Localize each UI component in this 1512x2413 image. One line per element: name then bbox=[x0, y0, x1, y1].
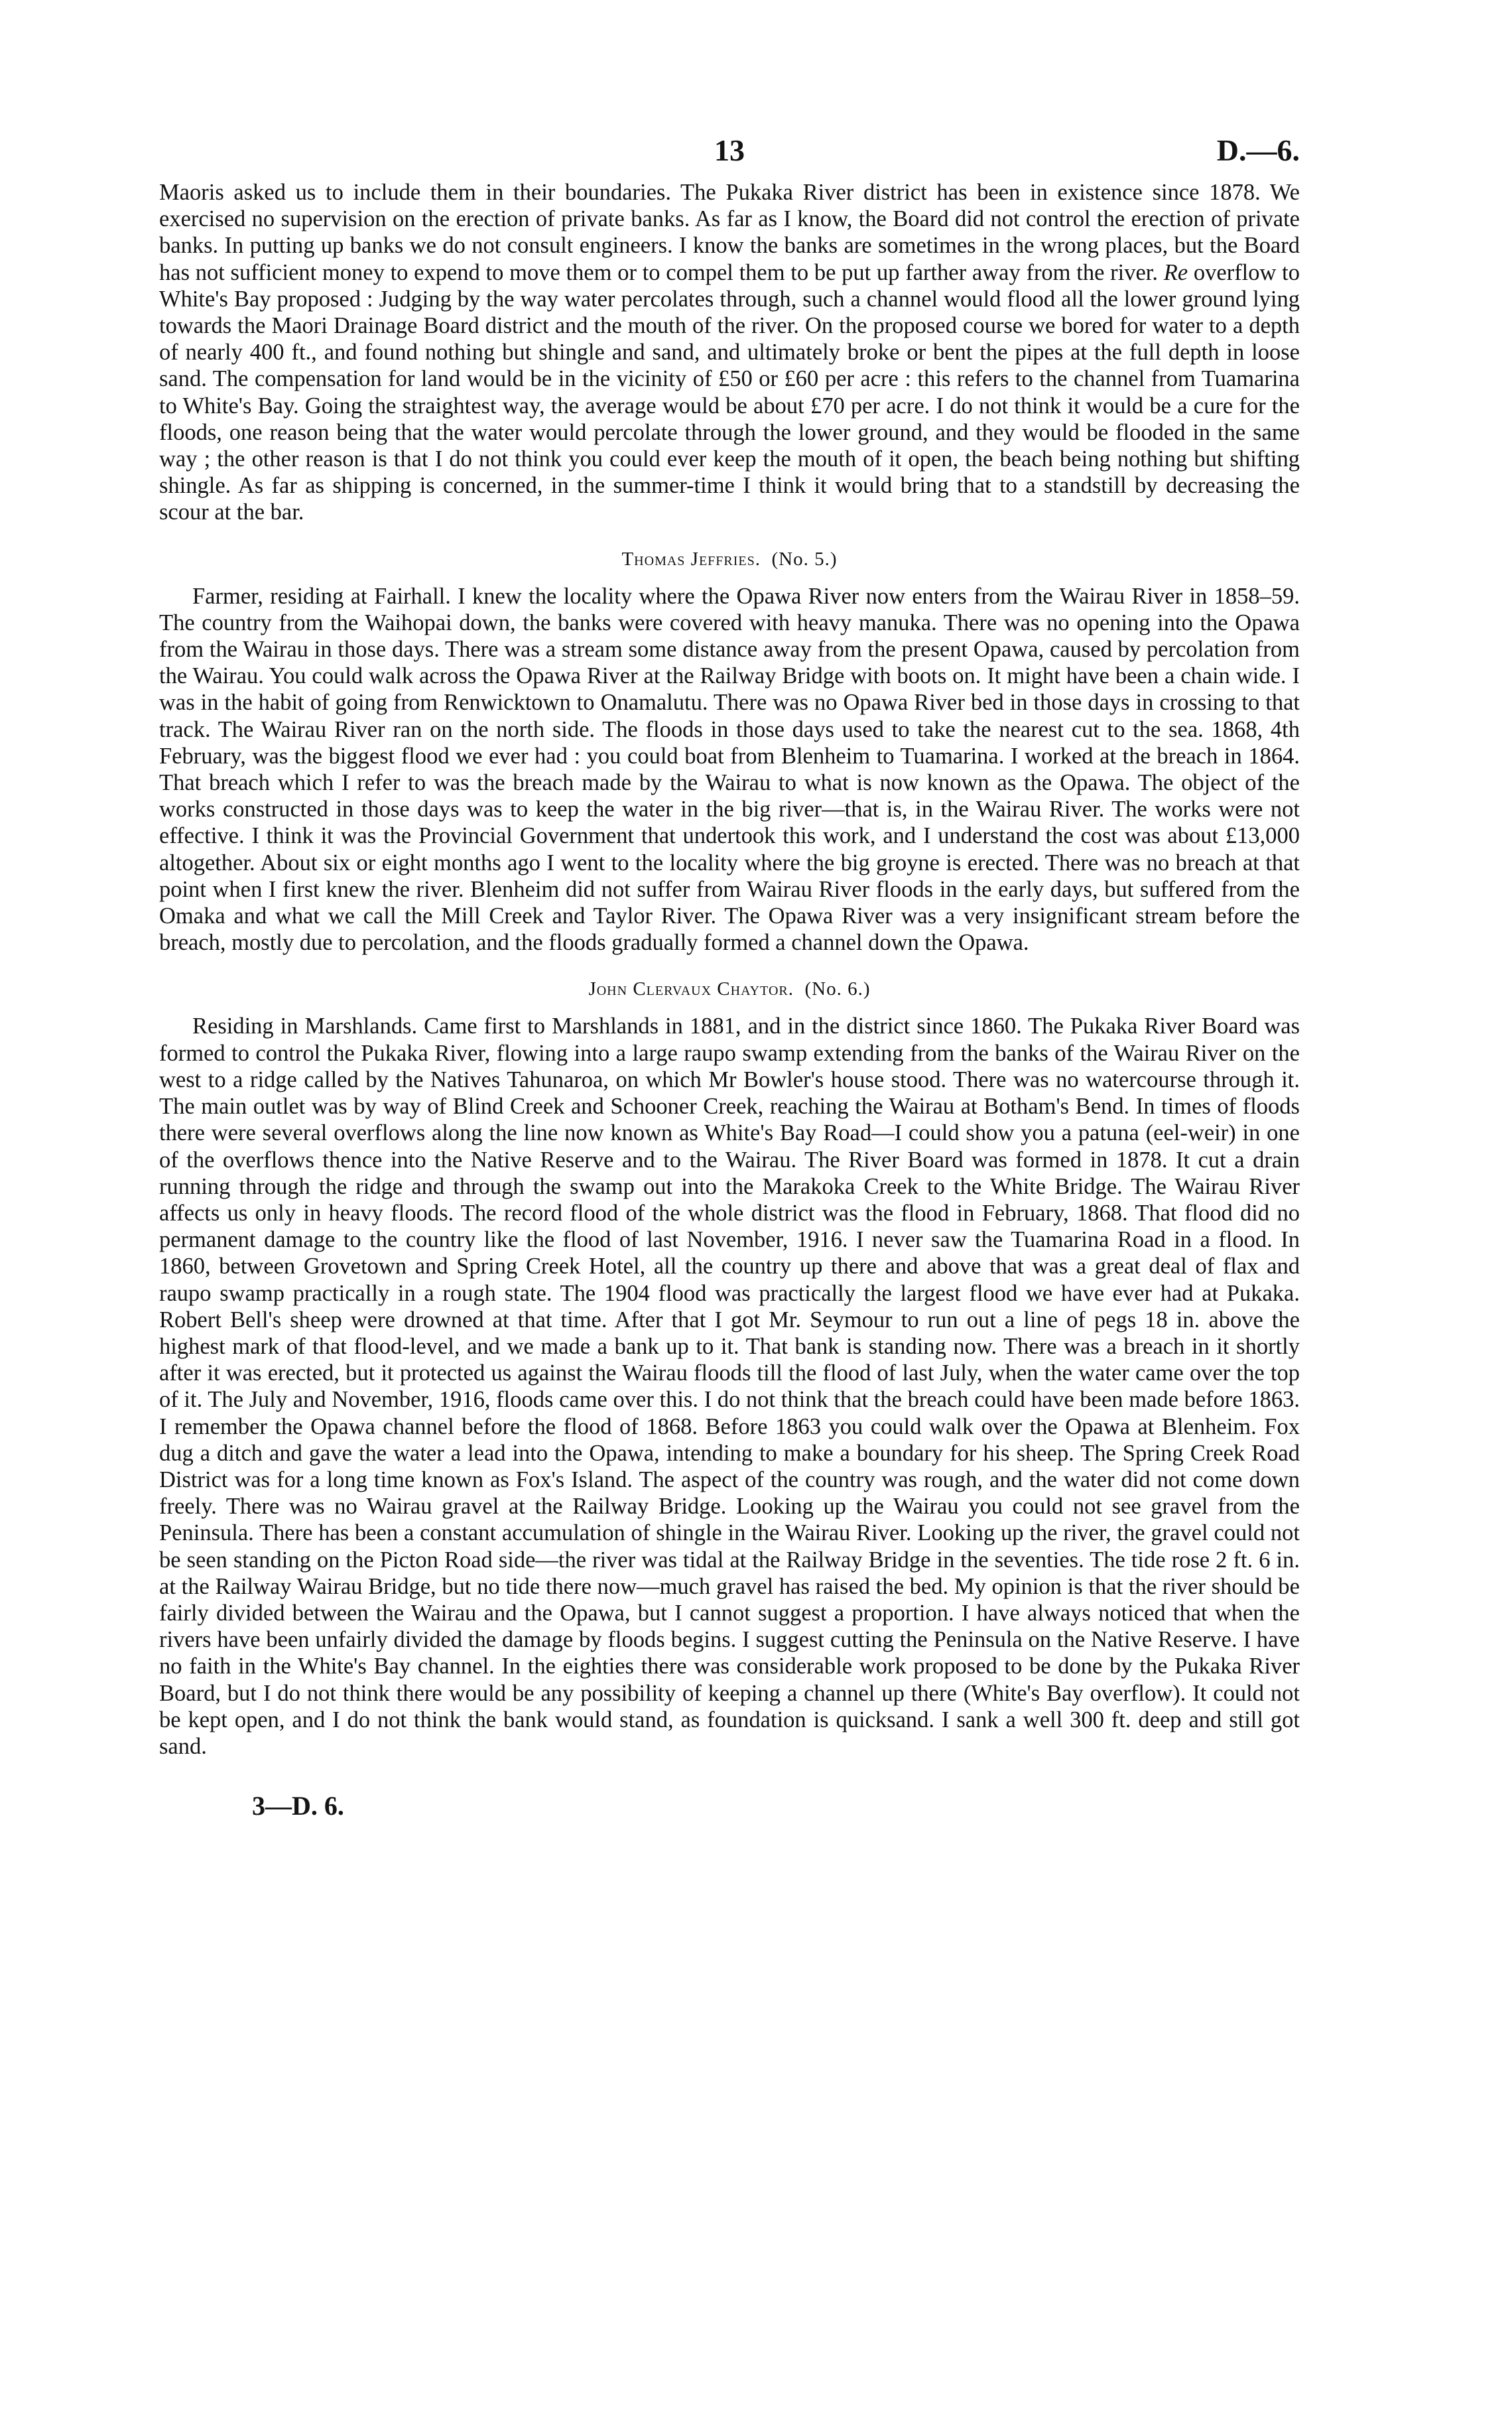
paragraph-maori-drainage bbox=[159, 179, 1300, 526]
witness-number: (No. 5.) bbox=[771, 548, 838, 570]
paragraph-text-continued: overflow to White's Bay proposed : Judging by the way water percolates through, such a channel would flood all the lower ground lying towards the Maori Drainage Board district and the mouth of the river. On the proposed course we bored for water to a depth of nearly 400 ft., and found nothing but shingle and sand, and ultimately broke or bent the pipes at the full depth in loose sand. The compensation for land would be in the vicinity of £50 or £60 per acre : this refers to the channel from Tuamarina to White's Bay. Going the straightest way, the average would be about £70 per acre. I do not think it would be a cure for the floods, one reason being that the water would percolate through the lower ground, and they would be flooded in the same way ; the other reason is that I do not think you could ever keep the mouth of it open, the beach being nothing but shifting shingle. As far as shipping is concerned, in the summer-time I think it would bring that to a standstill by decreasing the scour at the bar. bbox=[159, 259, 1300, 525]
document-page bbox=[159, 133, 1300, 1821]
witness-name: John Clervaux Chaytor. bbox=[588, 978, 794, 1000]
witness-number: (No. 6.) bbox=[804, 978, 871, 1000]
page-signature: 3—D. 6. bbox=[252, 1791, 344, 1821]
witness-name: Thomas Jeffries. bbox=[621, 548, 761, 570]
page-number: 13 bbox=[714, 133, 745, 167]
witness-heading-chaytor bbox=[159, 976, 1300, 1002]
document-reference: D.—6. bbox=[1216, 133, 1300, 167]
page-header bbox=[159, 133, 1300, 179]
witness-heading-jeffries bbox=[159, 546, 1300, 572]
paragraph-jeffries-testimony: Farmer, residing at Fairhall. I knew the locality where the Opawa River now enters from the Wairau River in 1858–59. The country from the Waihopai down, the banks were covered with heavy manuka. There was no opening into the Opawa from the Wairau in those days. There was a stream some distance away from the present Opawa, caused by percolation from the Wairau. You could walk across the Opawa River at the Railway Bridge with boots on. It might have been a chain wide. I was in the habit of going from Renwicktown to Onamalutu. There was no Opawa River bed in those days in crossing to that track. The Wairau River ran on the north side. The floods in those days used to take the nearest cut to the sea. 1868, 4th February, was the biggest flood we ever had : you could boat from Blenheim to Tuamarina. I worked at the breach in 1864. That breach which I refer to was the breach made by the Wairau to what is now known as the Opawa. The object of the works constructed in those days was to keep the water in the big river—that is, in the Wairau River. The works were not effective. I think it was the Provincial Government that undertook this work, and I understand the cost was about £13,000 altogether. About six or eight months ago I went to the locality where the big groyne is erected. There was no breach at that point when I first knew the river. Blenheim did not suffer from Wairau River floods in the early days, but suffered from the Omaka and what we call the Mill Creek and Taylor River. The Opawa River was a very insignificant stream before the breach, mostly due to percolation, and the floods gradually formed a channel down the Opawa. bbox=[159, 583, 1300, 956]
paragraph-text: Maoris asked us to include them in their boundaries. The Pukaka River district has been in existence since 1878. We exercised no supervision on the erection of private banks. As far as I know, the Board did not control the erection of private banks. In putting up banks we do not consult engineers. I know the banks are sometimes in the wrong places, but the Board has not sufficient money to expend to move them or to compel them to be put up farther away from the river. bbox=[159, 180, 1300, 285]
paragraph-chaytor-testimony: Residing in Marshlands. Came first to Marshlands in 1881, and in the district since 1860. The Pukaka River Board was formed to control the Pukaka River, flowing into a large raupo swamp extending from the banks of the Wairau River on the west to a ridge called by the Natives Tahunaroa, on which Mr Bowler's house stood. There was no watercourse through it. The main outlet was by way of Blind Creek and Schooner Creek, reaching the Wairau at Botham's Bend. In times of floods there were several overflows along the line now known as White's Bay Road—I could show you a patuna (eel-weir) in one of the overflows thence into the Native Reserve and to the Wairau. The River Board was formed in 1878. It cut a drain running through the ridge and through the swamp out into the Marakoka Creek to the White Bridge. The Wairau River affects us only in heavy floods. The record flood of the whole district was the flood in February, 1868. That flood did no permanent damage to the country like the flood of last November, 1916. I never saw the Tuamarina Road in a flood. In 1860, between Grovetown and Spring Creek Hotel, all the country up there and above that was a great deal of flax and raupo swamp practically in a rough state. The 1904 flood was practically the largest flood we have ever had at Pukaka. Robert Bell's sheep were drowned at that time. After that I got Mr. Seymour to run out a line of pegs 18 in. above the highest mark of that flood-level, and we made a bank up to it. That bank is standing now. There was a breach in it shortly after it was erected, but it protected us against the Wairau floods till the flood of last July, when the water came over the top of it. The July and November, 1916, floods came over this. I do not think that the breach could have been made before 1863. I remember the Opawa channel before the flood of 1868. Before 1863 you could walk over the Opawa at Blenheim. Fox dug a ditch and gave the water a lead into the Opawa, intending to make a boundary for his sheep. The Spring Creek Road District was for a long time known as Fox's Island. The aspect of the country was rough, and the water did not come down freely. There was no Wairau gravel at the Railway Bridge. Looking up the Wairau you could not see gravel from the Peninsula. There has been a constant accumulation of shingle in the Wairau River. Looking up the river, the gravel could not be seen standing on the Picton Road side—the river was tidal at the Railway Bridge in the seventies. The tide rose 2 ft. 6 in. at the Railway Wairau Bridge, but no tide there now—much gravel has raised the bed. My opinion is that the river should be fairly divided between the Wairau and the Opawa, but I cannot suggest a proportion. I have always noticed that when the rivers have been unfairly divided the damage by floods begins. I suggest cutting the Peninsula on the Native Reserve. I have no faith in the White's Bay channel. In the eighties there was considerable work proposed to be done by the Pukaka River Board, but I do not think there would be any possibility of keeping a channel up there (White's Bay overflow). It could not be kept open, and I do not think the bank would stand, as foundation is quicksand. I sank a well 300 ft. deep and still got sand. bbox=[159, 1013, 1300, 1759]
re-label: Re bbox=[1163, 259, 1188, 285]
